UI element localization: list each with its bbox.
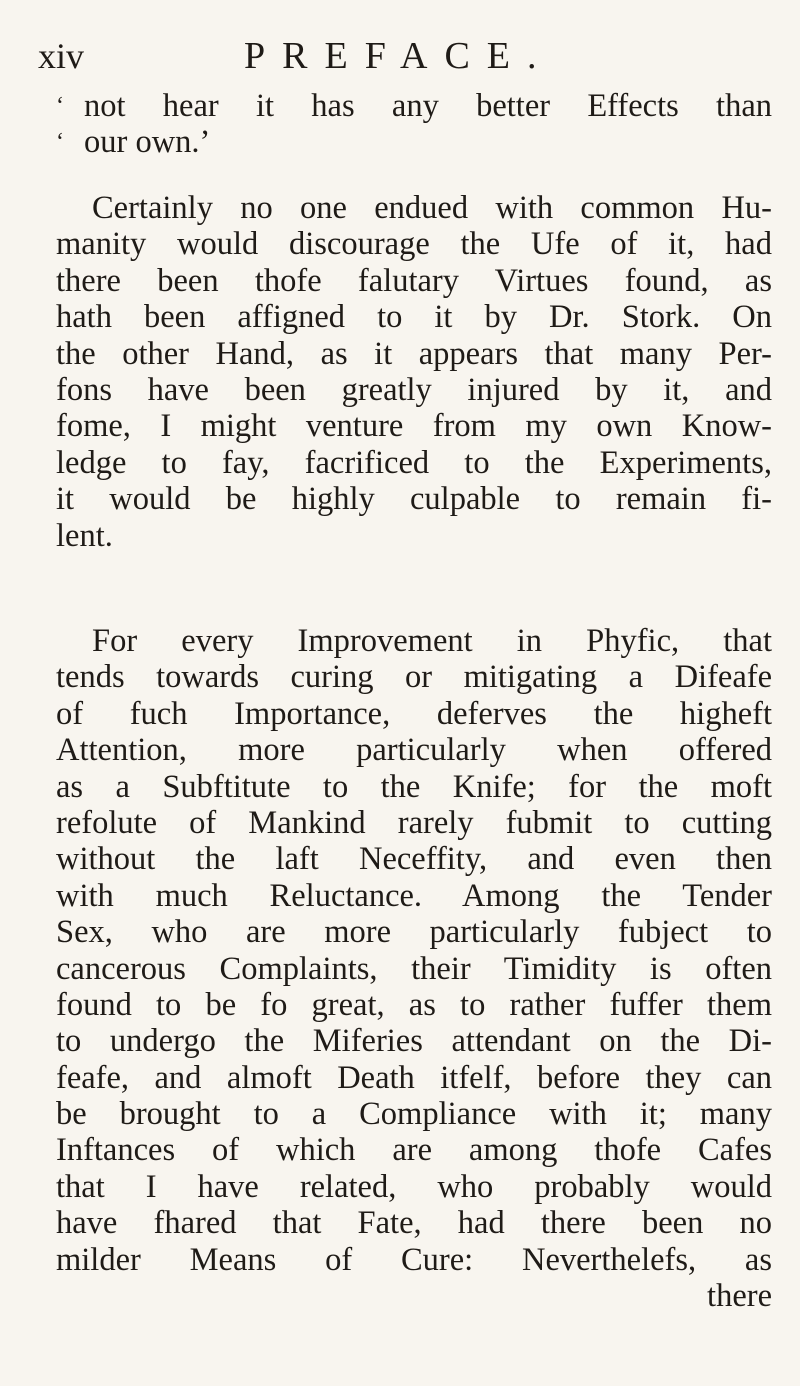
catchword: there: [707, 1278, 772, 1315]
opening-quote-mark: ‘: [56, 93, 64, 119]
text-line: tends towards curing or mitigating a Difeafe: [56, 659, 772, 696]
text-line: milder Means of Cure: Neverthelefs, as: [56, 1241, 772, 1278]
text-line: be brought to a Compliance with it; many: [56, 1096, 772, 1133]
text-line: to undergo the Miferies attendant on the Di-: [56, 1023, 772, 1060]
text-line: manity would discourage the Ufe of it, had: [56, 226, 772, 263]
text-line: that I have related, who probably would: [56, 1168, 772, 1205]
text-line: lent.: [56, 517, 113, 554]
running-title: PREFACE.: [244, 35, 554, 77]
text-line: fome, I might venture from my own Know-: [56, 408, 772, 445]
text-line: cancerous Complaints, their Timidity is often: [56, 950, 772, 987]
page-header: [38, 30, 758, 78]
text-line: refolute of Mankind rarely fubmit to cutting: [56, 804, 772, 841]
text-line: have fhared that Fate, had there been no: [56, 1205, 772, 1242]
text-line: of fuch Importance, deferves the higheft: [56, 695, 772, 732]
text-line: as a Subftitute to the Knife; for the moft: [56, 768, 772, 805]
text-line: For every Improvement in Phyfic, that: [92, 623, 772, 659]
text-line: feafe, and almoft Death itfelf, before they can: [56, 1059, 772, 1096]
text-line: Attention, more particularly when offered: [56, 732, 772, 769]
paragraph-humanity: [56, 190, 772, 554]
text-line: with much Reluctance. Among the Tender: [56, 877, 772, 914]
text-line: fons have been greatly injured by it, and: [56, 371, 772, 408]
line-text: our own.’: [84, 124, 211, 161]
text-line: without the laft Neceffity, and even then: [56, 841, 772, 878]
opening-quote-mark: ‘: [56, 129, 64, 156]
line-text: not hear it has any better Effects than: [84, 88, 772, 124]
text-line: [56, 124, 772, 160]
text-line: Certainly no one endued with common Hu-: [92, 190, 772, 226]
text-line: it would be highly culpable to remain fi-: [56, 481, 772, 518]
text-line: ledge to fay, facrificed to the Experiments,: [56, 444, 772, 481]
paragraph-quote-ending: [56, 88, 772, 161]
text-line: found to be fo great, as to rather fuffer them: [56, 986, 772, 1023]
text-line: Sex, who are more particularly fubject to: [56, 914, 772, 951]
text-line: there been thofe falutary Virtues found, as: [56, 262, 772, 299]
page-number: xiv: [38, 36, 85, 76]
paragraph-improvement: [56, 623, 772, 1314]
text-line: hath been affigned to it by Dr. Stork. On: [56, 299, 772, 336]
text-line: Inftances of which are among thofe Cafes: [56, 1132, 772, 1169]
text-line: the other Hand, as it appears that many Per-: [56, 335, 772, 372]
text-line: [56, 88, 772, 124]
